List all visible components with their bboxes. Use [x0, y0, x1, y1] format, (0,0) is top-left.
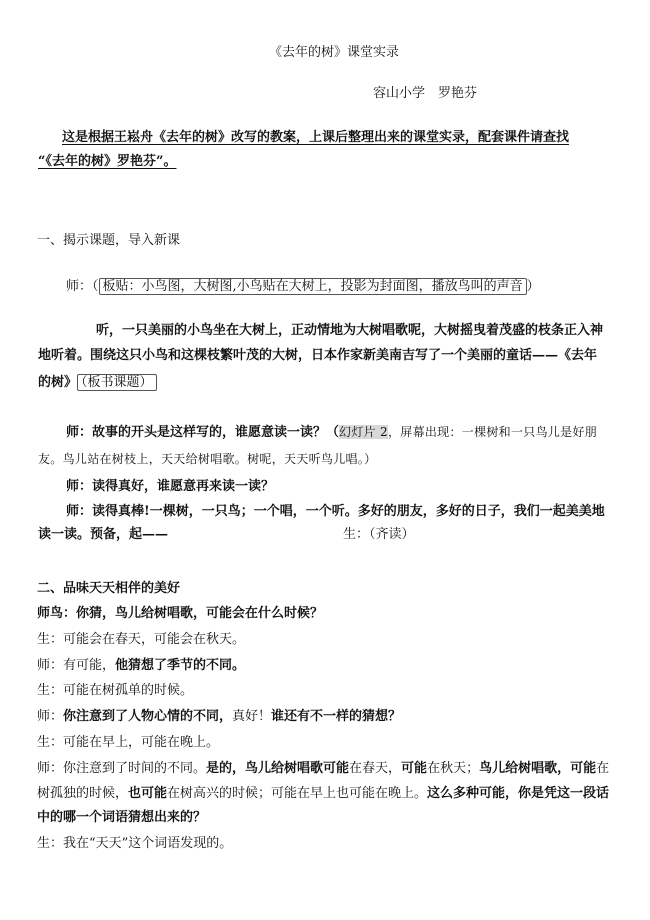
- board-title-box: （板书课题）: [77, 374, 157, 391]
- teacher-reply-3: [37, 704, 401, 730]
- board-note-line: [66, 274, 540, 300]
- doc-title: 《去年的树》课堂实录: [269, 45, 400, 60]
- teacher-reply-3-d: 谁还有不一样的猜想？: [271, 709, 402, 724]
- praise-line-2: 读一读。预备，起——: [38, 527, 169, 542]
- teacher-question-1: 师鸟：你猜，鸟儿给树唱歌，可能会在什么时候？: [37, 606, 324, 621]
- teacher-summary-line-1: [37, 756, 609, 782]
- screen-text: ，屏幕出现：一棵树和一只鸟儿是好朋: [387, 425, 598, 439]
- note-line-1: 这是根据王崧舟《去年的树》改写的教案，上课后整理出来的课堂实录，配套课件请查找: [62, 130, 570, 145]
- summary-2-b: 也可能: [128, 786, 168, 801]
- summary-1-d: 可能: [401, 761, 428, 776]
- teacher-label: 师：（: [66, 279, 99, 294]
- author-line: 容山小学 罗艳芬: [373, 86, 478, 101]
- summary-1-a: 师：你注意到了时间的不同。: [37, 761, 207, 776]
- intro-para-line-2: 地听着。围绕这只小鸟和这棵枝繁叶茂的大树，日本作家新美南吉写了一个美丽的童话——《去年: [38, 348, 598, 363]
- summary-2-a: 树孤独的时候，: [37, 786, 129, 801]
- teacher-summary-line-3: 中的哪一个词语猜想出来的？: [37, 810, 207, 825]
- student-chorus: 生：（齐读）: [343, 527, 415, 542]
- teacher-reply-3-a: 师：: [37, 709, 64, 724]
- praise-line-1: 师：读得真棒!一棵树，一只鸟；一个唱，一个听。多好的朋友，多好的日子，我们一起美美地: [66, 504, 605, 519]
- student-answer-3: 生：可能在早上，可能在晚上。: [37, 735, 220, 750]
- close-paren: ）: [526, 279, 540, 294]
- board-note-box: 板贴：小鸟图，大树图,小鸟贴在大树上，投影为封面图，播放鸟叫的声音: [99, 278, 527, 295]
- summary-1-e: 在秋天；: [427, 761, 480, 776]
- summary-1-g: 在: [596, 761, 610, 776]
- teacher-line-again: 师：读得真好，谁愿意再来读一读？: [66, 479, 275, 494]
- section-heading-1: 一、揭示课题，导入新课: [37, 233, 181, 248]
- section-heading-2: 二、品味天天相伴的美好: [37, 581, 181, 596]
- summary-1-b: 是的，鸟儿给树唱歌可能: [206, 761, 350, 776]
- teacher-reply-3-c: 真好！: [232, 709, 272, 724]
- reading-prompt-line-1: [66, 419, 597, 446]
- teacher-reply-2-a: 师：有可能，: [37, 658, 116, 673]
- summary-1-c: 在春天，: [349, 761, 402, 776]
- teacher-summary-line-2: [37, 781, 609, 807]
- student-answer-4: 生：我在“天天”这个词语发现的。: [37, 836, 233, 851]
- student-answer-1: 生：可能会在春天，可能会在秋天。: [37, 632, 246, 647]
- reading-prompt: 师：故事的开头是这样写的，谁愿意读一读？（: [66, 425, 340, 440]
- summary-2-d: 这么多种可能，你是凭这一段话: [427, 786, 610, 801]
- summary-2-c: 在树高兴的时候；可能在早上也可能在晚上。: [167, 786, 428, 801]
- teacher-reply-3-b: 你注意到了人物心情的不同，: [63, 709, 233, 724]
- teacher-reply-2-b: 他猜想了季节的不同。: [115, 658, 246, 673]
- title-mention: 的树》: [38, 375, 78, 390]
- summary-1-f: 鸟儿给树唱歌，可能: [479, 761, 597, 776]
- intro-para-line-3: [38, 370, 157, 396]
- intro-para-line-1: 听，一只美丽的小鸟坐在大树上，正动情地为大树唱歌呢，大树摇曳着茂盛的枝条正入神: [96, 323, 604, 338]
- student-answer-2: 生：可能在树孤单的时候。: [37, 683, 194, 698]
- teacher-reply-2: [37, 653, 245, 679]
- slide-tag: 幻灯片 2: [339, 425, 388, 439]
- note-line-2: “《去年的树》罗艳芬”。: [38, 154, 177, 169]
- reading-prompt-line-2: 友。鸟儿站在树枝上，天天给树唱歌。树呢，天天听鸟儿唱。）: [38, 452, 377, 466]
